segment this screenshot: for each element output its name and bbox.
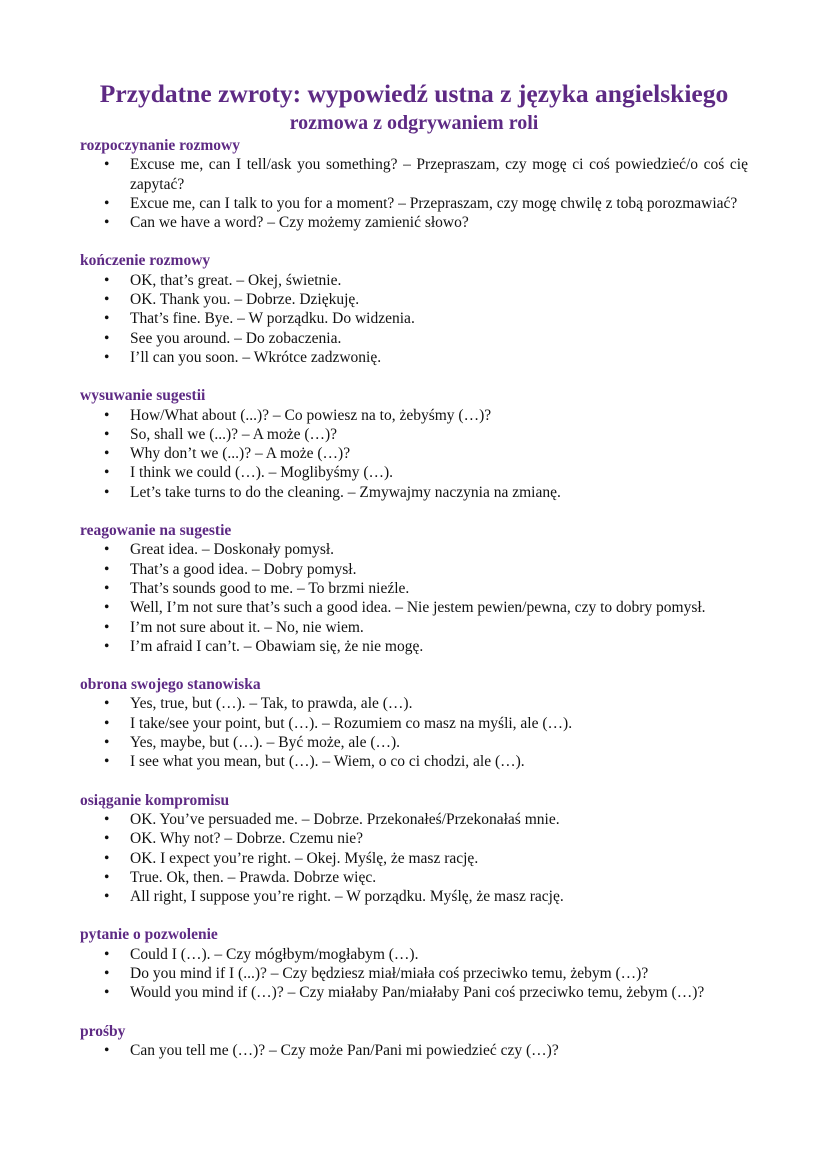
phrase-text: Why don’t we (...)? – A może (…)? [130, 445, 351, 463]
list-item [80, 694, 748, 713]
bullet-icon: • [104, 1041, 110, 1059]
list-item [80, 637, 748, 656]
phrase-text: True. Ok, then. – Prawda. Dobrze więc. [130, 868, 377, 886]
list-item [80, 155, 748, 194]
phrase-text: OK. Why not? – Dobrze. Czemu nie? [130, 830, 364, 848]
bullet-icon: • [104, 560, 110, 578]
phrase-text: Would you mind if (…)? – Czy miałaby Pan/miałaby Pani coś przeciwko temu, żebym (…)? [130, 984, 705, 1002]
bullet-icon: • [104, 695, 110, 713]
section-heading: rozpoczynanie rozmowy [80, 137, 240, 154]
section-heading: kończenie rozmowy [80, 252, 211, 270]
phrase-list [80, 1041, 748, 1060]
section-heading: pytanie o pozwolenie [80, 926, 218, 944]
phrase-list [80, 271, 748, 367]
phrase-text: I take/see your point, but (…). – Rozumiem co masz na myśli, ale (…). [130, 714, 573, 732]
phrase-text: So, shall we (...)? – A może (…)? [130, 425, 338, 443]
section [80, 1022, 748, 1061]
list-item [80, 290, 748, 309]
phrase-text: Could I (…). – Czy mógłbym/mogłabym (…). [130, 945, 419, 963]
section [80, 136, 748, 232]
bullet-icon: • [104, 214, 110, 232]
bullet-icon: • [104, 964, 110, 982]
list-item [80, 463, 748, 482]
sections-container [80, 136, 748, 1060]
phrase-text: OK. Thank you. – Dobrze. Dziękuję. [130, 291, 360, 309]
phrase-text: I’m afraid I can’t. – Obawiam się, że nie mogę. [130, 637, 424, 655]
phrase-list [80, 694, 748, 771]
phrase-text: That’s fine. Bye. – W porządku. Do widzenia. [130, 310, 415, 328]
list-item [80, 964, 748, 983]
document-subtitle: rozmowa z odgrywaniem roli [289, 112, 539, 134]
bullet-icon: • [104, 483, 110, 501]
phrase-text: Excuse me, can I tell/ask you something? – Przepraszam, czy mogę ci coś powiedzieć/o coś cię zapytać? [130, 156, 748, 193]
list-item [80, 598, 748, 617]
phrase-text: Let’s take turns to do the cleaning. – Zmywajmy naczynia na zmianę. [130, 483, 561, 501]
list-item [80, 329, 748, 348]
phrase-text: I see what you mean, but (…). – Wiem, o co ci chodzi, ale (…). [130, 753, 525, 771]
list-item [80, 348, 748, 367]
list-item [80, 829, 748, 848]
bullet-icon: • [104, 425, 110, 443]
bullet-icon: • [104, 714, 110, 732]
phrase-text: Do you mind if I (...)? – Czy będziesz miał/miała coś przeciwko temu, żebym (…)? [130, 964, 649, 982]
bullet-icon: • [104, 464, 110, 482]
phrase-text: That’s a good idea. – Dobry pomysł. [130, 560, 357, 578]
list-item [80, 618, 748, 637]
bullet-icon: • [104, 194, 110, 212]
phrase-text: Great idea. – Doskonały pomysł. [130, 541, 335, 559]
bullet-icon: • [104, 618, 110, 636]
list-item [80, 887, 748, 906]
section [80, 675, 748, 771]
list-item [80, 752, 748, 771]
list-item [80, 213, 748, 232]
phrase-text: Yes, maybe, but (…). – Być może, ale (…). [130, 734, 401, 752]
section-heading: prośby [80, 1022, 126, 1040]
list-item [80, 271, 748, 290]
bullet-icon: • [104, 579, 110, 597]
list-item [80, 309, 748, 328]
phrase-text: Can you tell me (…)? – Czy może Pan/Pani mi powiedzieć czy (…)? [130, 1041, 559, 1059]
list-item [80, 540, 748, 559]
bullet-icon: • [104, 984, 110, 1002]
bullet-icon: • [104, 406, 110, 424]
bullet-icon: • [104, 291, 110, 309]
list-item [80, 194, 748, 213]
section [80, 791, 748, 907]
list-item [80, 425, 748, 444]
list-item [80, 406, 748, 425]
phrase-text: OK. You’ve persuaded me. – Dobrze. Przekonałeś/Przekonałaś mnie. [130, 810, 560, 828]
section [80, 925, 748, 1002]
bullet-icon: • [104, 599, 110, 617]
section-heading: wysuwanie sugestii [80, 387, 206, 405]
section-heading: reagowanie na sugestie [80, 522, 232, 540]
bullet-icon: • [104, 753, 110, 771]
section-heading: obrona swojego stanowiska [80, 676, 261, 694]
list-item [80, 733, 748, 752]
phrase-text: OK, that’s great. – Okej, świetnie. [130, 271, 342, 289]
bullet-icon: • [104, 637, 110, 655]
phrase-list [80, 810, 748, 906]
phrase-list [80, 155, 748, 232]
phrase-text: OK. I expect you’re right. – Okej. Myślę, że masz rację. [130, 849, 479, 867]
bullet-icon: • [104, 348, 110, 366]
section [80, 251, 748, 367]
list-item [80, 714, 748, 733]
phrase-text: I’m not sure about it. – No, nie wiem. [130, 618, 364, 636]
phrase-text: I think we could (…). – Moglibyśmy (…). [130, 464, 394, 482]
bullet-icon: • [104, 329, 110, 347]
document-title: Przydatne zwroty: wypowiedź ustna z języka angielskiego [99, 79, 729, 108]
list-item [80, 849, 748, 868]
bullet-icon: • [104, 888, 110, 906]
bullet-icon: • [104, 445, 110, 463]
phrase-list [80, 406, 748, 502]
phrase-text: That’s sounds good to me. – To brzmi nieźle. [130, 579, 410, 597]
bullet-icon: • [104, 810, 110, 828]
bullet-icon: • [104, 271, 110, 289]
list-item [80, 945, 748, 964]
bullet-icon: • [104, 868, 110, 886]
bullet-icon: • [104, 541, 110, 559]
list-item [80, 868, 748, 887]
list-item [80, 483, 748, 502]
bullet-icon: • [104, 830, 110, 848]
list-item [80, 560, 748, 579]
bullet-icon: • [104, 734, 110, 752]
phrase-text: How/What about (...)? – Co powiesz na to, żebyśmy (…)? [130, 406, 492, 424]
bullet-icon: • [104, 156, 110, 174]
phrase-text: Can we have a word? – Czy możemy zamienić słowo? [130, 214, 469, 232]
section-heading: osiąganie kompromisu [80, 791, 230, 809]
phrase-text: Excue me, can I talk to you for a moment? – Przepraszam, czy mogę chwilę z tobą porozmawiać? [130, 194, 738, 212]
section [80, 521, 748, 656]
section [80, 386, 748, 502]
list-item [80, 444, 748, 463]
phrase-text: I’ll can you soon. – Wkrótce zadzwonię. [130, 348, 382, 366]
bullet-icon: • [104, 945, 110, 963]
document-page [80, 78, 748, 1079]
phrase-text: All right, I suppose you’re right. – W porządku. Myślę, że masz rację. [130, 888, 564, 906]
bullet-icon: • [104, 849, 110, 867]
phrase-text: See you around. – Do zobaczenia. [130, 329, 342, 347]
phrase-list [80, 540, 748, 656]
phrase-list [80, 945, 748, 1003]
phrase-text: Well, I’m not sure that’s such a good idea. – Nie jestem pewien/pewna, czy to dobry pomysł. [130, 599, 706, 617]
phrase-text: Yes, true, but (…). – Tak, to prawda, ale (…). [130, 695, 413, 713]
bullet-icon: • [104, 310, 110, 328]
list-item [80, 1041, 748, 1060]
list-item [80, 983, 748, 1002]
list-item [80, 579, 748, 598]
list-item [80, 810, 748, 829]
